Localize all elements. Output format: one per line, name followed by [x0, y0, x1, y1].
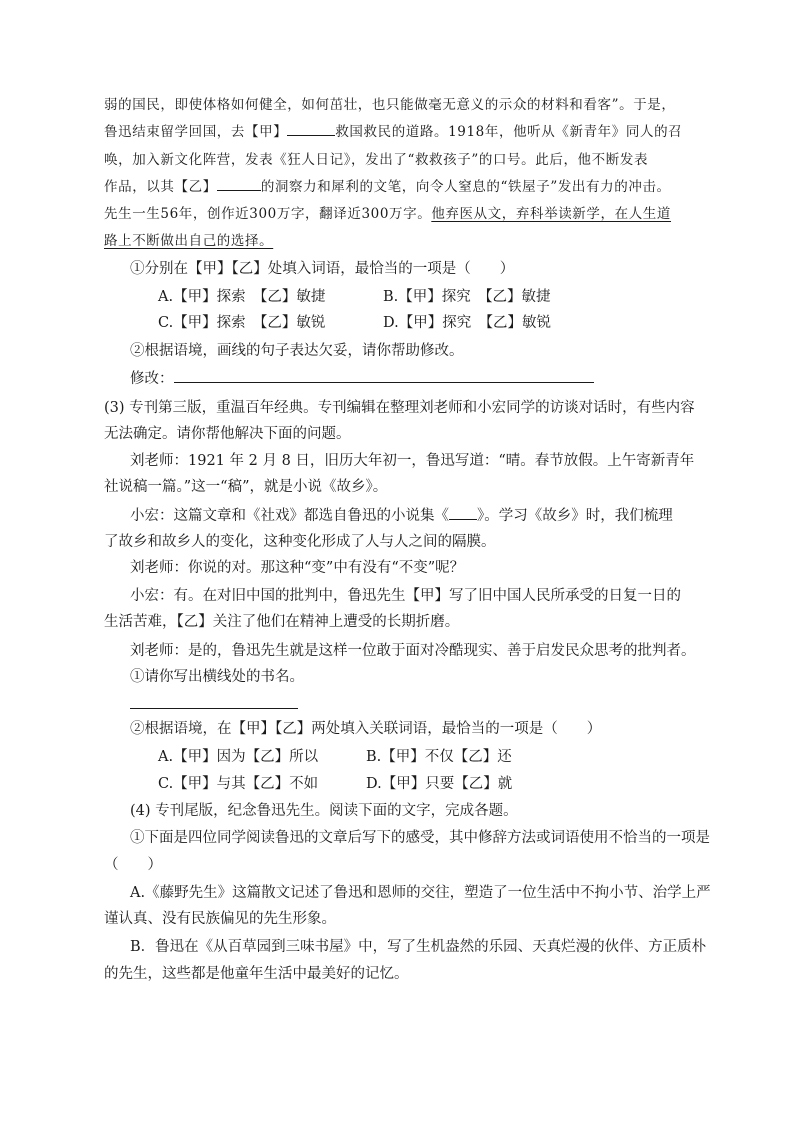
q3-option-a[interactable]: A.【甲】因为【乙】所以: [158, 749, 319, 765]
q4-option-b-line-1[interactable]: B．鲁迅在《从百草园到三味书屋》中，写了生机盎然的乐园、天真烂漫的伙伴、方正质朴: [130, 939, 707, 955]
q2-revise-line: [130, 366, 594, 392]
q4-sub1-line-2: （ ）: [104, 857, 162, 873]
revise-answer-field[interactable]: [174, 366, 594, 383]
dialogue-student-2a: 小宏：有。在对旧中国的批判中，鲁迅先生【甲】写了旧中国人民所承受的日复一日的: [130, 588, 681, 604]
q3-heading-line-2: 无法确定。请你帮他解决下面的问题。: [104, 426, 351, 442]
dialogue-teacher-1b: 社说稿一篇。”这一“稿”，就是小说《故乡》。: [104, 479, 388, 495]
book-title-answer-field[interactable]: [130, 692, 298, 709]
passage-line-6: [104, 228, 273, 254]
q3-option-b[interactable]: B.【甲】不仅【乙】还: [366, 749, 512, 765]
q2-option-a[interactable]: A.【甲】探索 【乙】敏捷: [158, 289, 326, 305]
q2-sub2: ②根据语境，画线的句子表达欠妥，请你帮助修改。: [130, 343, 464, 359]
passage-text: 鲁迅结束留学回国，去【甲】: [104, 124, 288, 140]
passage-text: 作品，以其【乙】: [104, 179, 217, 195]
q3-option-d[interactable]: D.【甲】只要【乙】就: [366, 776, 513, 792]
q2-sub1: ①分别在【甲】【乙】处填入词语，最恰当的一项是（ ）: [130, 261, 515, 277]
book-title-blank: [449, 503, 477, 520]
dialogue-text: 》。学习《故乡》时，我们梳理: [477, 508, 673, 524]
dialogue-student-1b: 了故乡和故乡人的变化，这种变化形成了人与人之间的隔膜。: [104, 534, 496, 550]
passage-line-2: [104, 119, 682, 145]
dialogue-teacher-1a: 刘老师：1921 年 2 月 8 日，旧历大年初一，鲁迅写道：“晴。春节放假。上午寄新青年: [130, 453, 695, 469]
q3-sub2: ②根据语境，在【甲】【乙】两处填入关联词语，最恰当的一项是（ ）: [130, 721, 602, 737]
q4-sub1-line-1: ①下面是四位同学阅读鲁迅的文章后写下的感受，其中修辞方法或词语使用不恰当的一项是: [130, 830, 710, 846]
q4-option-a-line-2: 谨认真、没有民族偏见的先生形象。: [104, 911, 336, 927]
passage-text: 先生一生56年，创作近300万字，翻译近300万字。: [104, 206, 432, 222]
dialogue-student-1a: [130, 503, 673, 529]
revise-label: 修改：: [130, 371, 174, 387]
dialogue-text: 小宏：这篇文章和《社戏》都选自鲁迅的小说集《: [130, 508, 449, 524]
blank-yi: [217, 174, 261, 191]
passage-line-5: [104, 201, 671, 227]
q2-option-c[interactable]: C.【甲】探索 【乙】敏锐: [158, 315, 326, 331]
q2-option-b[interactable]: B.【甲】探究 【乙】敏捷: [383, 289, 551, 305]
underlined-sentence: 他弃医从文，弃科举读新学，在人生道: [431, 206, 672, 222]
blank-jia: [287, 119, 335, 136]
passage-text: 的洞察力和犀利的文笔，向令人窒息的“铁屋子”发出有力的冲击。: [260, 179, 671, 195]
q4-heading: (4) 专刊尾版，纪念鲁迅先生。阅读下面的文字，完成各题。: [130, 803, 518, 819]
passage-line-1: [104, 92, 676, 118]
q2-option-d[interactable]: D.【甲】探究 【乙】敏锐: [383, 315, 551, 331]
q3-sub1: ①请你写出横线处的书名。: [130, 669, 304, 685]
passage-text: 弱的国民，即使体格如何健全，如何茁壮，也只能做毫无意义的示众的材料和看客”。于是，: [104, 97, 676, 113]
dialogue-teacher-2: 刘老师：你说的对。那这种“变”中有没有“不变”呢？: [130, 560, 465, 576]
dialogue-student-2b: 生活苦难，【乙】关注了他们在精神上遭受的长期折磨。: [104, 614, 460, 630]
q3-option-c[interactable]: C.【甲】与其【乙】不如: [158, 776, 319, 792]
q4-option-b-line-2: 的先生，这些都是他童年生活中最美好的记忆。: [104, 966, 409, 982]
underlined-sentence: 路上不断做出自己的选择。: [104, 233, 274, 249]
q3-heading-line-1: (3) 专刊第三版，重温百年经典。专刊编辑在整理刘老师和小宏同学的访谈对话时，有些内容: [104, 400, 695, 416]
q4-option-a-line-1[interactable]: A.《藤野先生》这篇散文记述了鲁迅和恩师的交往，塑造了一位生活中不拘小节、治学上严: [130, 885, 711, 901]
passage-line-4: [104, 174, 671, 200]
passage-text: 救国救民的道路。1918年，他听从《新青年》同人的召: [335, 124, 683, 140]
dialogue-teacher-3: 刘老师：是的，鲁迅先生就是这样一位敢于面对冷酷现实、善于启发民众思考的批判者。: [130, 643, 696, 659]
passage-text: 唤，加入新文化阵营，发表《狂人日记》，发出了“救救孩子”的口号。此后，他不断发表: [104, 152, 649, 168]
passage-line-3: [104, 147, 648, 173]
